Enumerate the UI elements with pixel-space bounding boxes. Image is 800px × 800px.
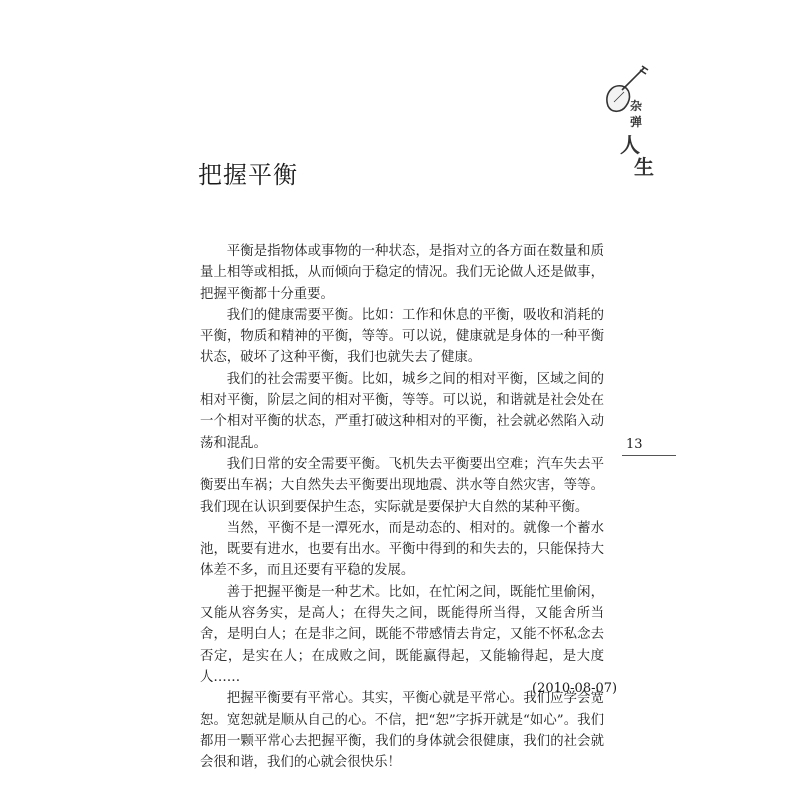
header-decoration xyxy=(600,62,660,182)
deco-char-4: 生 xyxy=(634,155,654,179)
page-title: 把握平衡 xyxy=(198,161,298,189)
paragraph: 平衡是指物体或事物的一种状态，是指对立的各方面在数量和质量上相等或相抵，从而倾向于稳定的情况。我们无论做人还是做事，把握平衡都十分重要。 xyxy=(200,244,604,302)
paragraph: 把握平衡要有平常心。其实，平衡心就是平常心。我们应学会宽恕。宽恕就是顺从自己的心。不信，把“恕”字拆开就是“如心”。我们都用一颗平常心去把握平衡，我们的身体就会很健康，我们的社会就会很和谐，我们的心就会很快乐！ xyxy=(200,691,604,771)
article-date: (2010-08-07) xyxy=(532,681,618,696)
page-number-rule xyxy=(622,455,676,456)
paragraph: 我们日常的安全需要平衡。飞机失去平衡要出空难；汽车失去平衡要出车祸；大自然失去平衡要出现地震、洪水等自然灾害，等等。我们现在认识到要保护生态，实际就是要保护大自然的某种平衡。 xyxy=(200,456,604,515)
deco-char-1: 杂 xyxy=(630,99,643,113)
paragraph: 我们的健康需要平衡。比如：工作和休息的平衡，吸收和消耗的平衡，物质和精神的平衡，等等。可以说，健康就是身体的一种平衡状态，破坏了这种平衡，我们也就失去了健康。 xyxy=(200,307,604,366)
deco-char-3: 人 xyxy=(620,133,640,157)
paragraph: 当然，平衡不是一潭死水，而是动态的、相对的。就像一个蓄水池，既要有进水，也要有出水。平衡中得到的和失去的，只能保持大体差不多，而且还要有平稳的发展。 xyxy=(200,520,604,579)
paragraph: 我们的社会需要平衡。比如，城乡之间的相对平衡，区域之间的相对平衡，阶层之间的相对平衡，等等。可以说，和谐就是社会处在一个相对平衡的状态，严重打破这种相对的平衡，社会就必然陷入动荡和混乱。 xyxy=(200,371,604,451)
page-number: 13 xyxy=(626,437,643,452)
paragraph: 善于把握平衡是一种艺术。比如，在忙闲之间，既能忙里偷闲，又能从容务实，是高人；在得失之间，既能得所当得，又能舍所当舍，是明白人；在是非之间，既能不带感情去肯定，又能不怀私念去否定，是实在人；在成败之间，既能赢得起，又能输得起，是大度人…… xyxy=(200,584,604,685)
deco-char-2: 弹 xyxy=(630,115,643,129)
